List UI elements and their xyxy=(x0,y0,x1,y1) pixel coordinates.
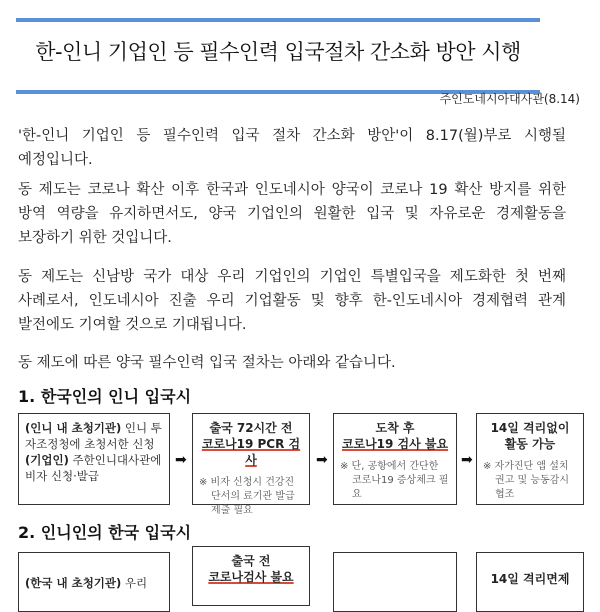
step2-box-invitation xyxy=(18,552,170,612)
section-2-heading: 2. 인니인의 한국 입국시 xyxy=(18,523,192,542)
step2-box-departure xyxy=(192,546,310,606)
label-business-person: (기업인) xyxy=(25,453,69,467)
step-box-no-quarantine xyxy=(476,413,584,505)
paragraph-1: '한-인니 기업인 등 필수인력 입국 절차 간소화 방안'이 8.17(월)부로 시행될 예정입니다. xyxy=(18,128,566,168)
step-box-arrival xyxy=(333,413,457,505)
step-pcr-head-1: 출국 72시간 전 xyxy=(209,421,293,435)
page-title: 한-인니 기업인 등 필수인력 입국절차 간소화 방안 시행 xyxy=(35,40,521,64)
text-inviting-org: 인니 투자조정청에 초청서한 신청 xyxy=(25,421,162,451)
step2-box-arrival xyxy=(333,552,457,612)
arrow-right-icon: ➡ xyxy=(175,452,187,468)
arrow-right-icon: ➡ xyxy=(461,452,473,468)
paragraph-3: 동 제도는 신남방 국가 대상 우리 기업인의 기업인 특별입국을 제도화한 첫 번째 사례로서, 인도네시아 진출 우리 기업활동 및 향후 한-인도네시아 경제협력 관계 발전에도 기여할 것으로 기대됩니다. xyxy=(18,269,566,333)
step-pcr-head-2: 코로나19 PCR 검사 xyxy=(201,437,301,467)
step-arrival-head-2: 코로나19 검사 불요 xyxy=(341,437,449,451)
arrow-right-icon: ➡ xyxy=(316,452,328,468)
step-box-invitation xyxy=(18,413,170,505)
text-korea-inviting-org: 우리 xyxy=(121,576,148,590)
step-arrival-note: ※ 단, 공항에서 간단한 코로나19 증상체크 필요 xyxy=(340,461,449,500)
paragraph-4: 동 제도에 따른 양국 필수인력 입국 절차는 아래와 같습니다. xyxy=(18,355,396,371)
step2-quarantine-head: 14일 격리면제 xyxy=(490,572,570,586)
text-business-person: 주한인니대사관에 비자 신청·발급 xyxy=(25,453,162,483)
step-pcr-note: ※ 비자 신청시 건강진단서의 료기관 발급 제출 필요 xyxy=(199,477,295,516)
step2-box-quarantine-exempt xyxy=(476,552,584,612)
step-activity-head-1: 14일 격리없이 xyxy=(490,421,570,435)
label-korea-inviting-org: (한국 내 초청기관) xyxy=(25,576,122,590)
source-line: 주인도네시아대사관(8.14) xyxy=(439,92,580,106)
step2-departure-head-1: 출국 전 xyxy=(231,554,271,568)
step-activity-note: ※ 자가진단 앱 설치 권고 및 능동감시 협조 xyxy=(483,461,569,500)
step-box-pcr-test xyxy=(192,413,310,516)
section-1-heading: 1. 한국인의 인니 입국시 xyxy=(18,387,192,406)
step-arrival-head-1: 도착 후 xyxy=(375,421,415,435)
step2-departure-head-2: 코로나검사 불요 xyxy=(208,570,294,584)
label-inviting-org: (인니 내 초청기관) xyxy=(25,421,122,435)
top-rule xyxy=(16,18,540,22)
paragraph-2: 동 제도는 코로나 확산 이후 한국과 인도네시아 양국이 코로나 19 확산 방지를 위한 방역 역량을 유지하면서도, 양국 기업인의 원활한 입국 및 자유로운 경제활동을 보장하기 위한 것입니다. xyxy=(18,182,566,246)
step-activity-head-2: 활동 가능 xyxy=(504,437,556,451)
